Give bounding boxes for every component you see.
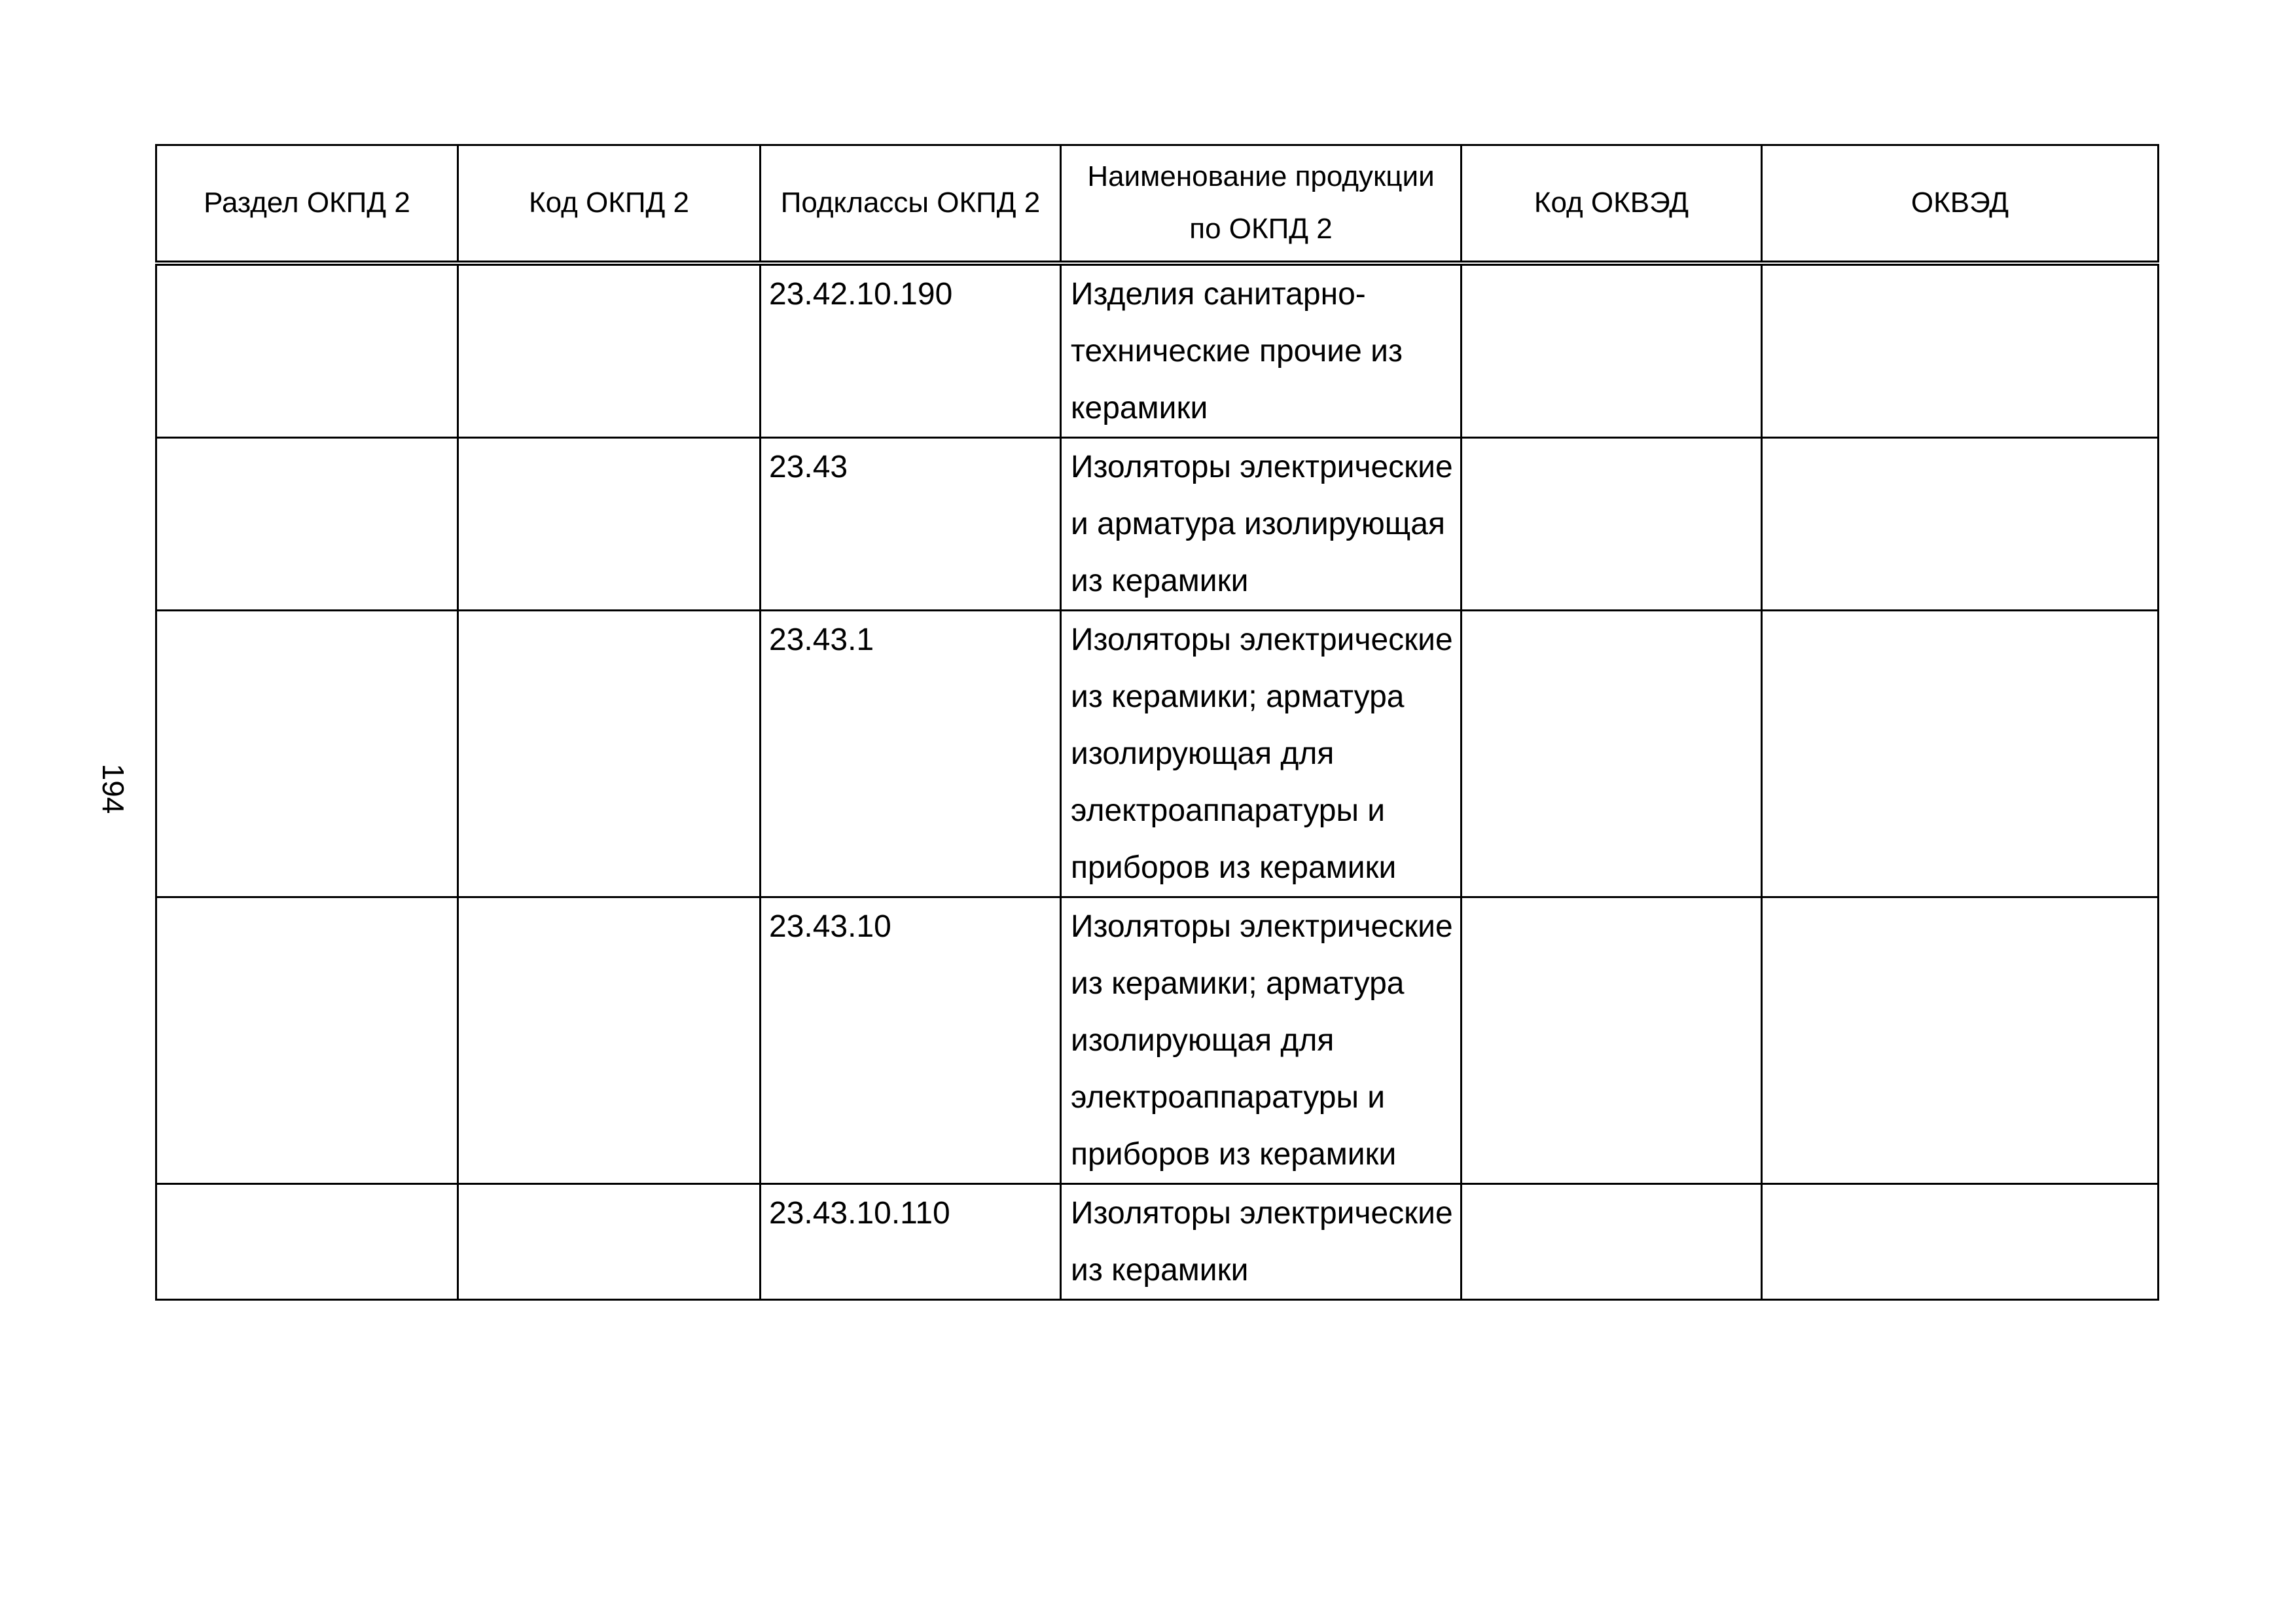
cell-subclass: 23.43.10 (761, 897, 1061, 1183)
cell-subclass: 23.43 (761, 437, 1061, 610)
header-product-name: Наименование продукции по ОКПД 2 (1061, 145, 1462, 263)
header-subclass: Подклассы ОКПД 2 (761, 145, 1061, 263)
cell-subclass: 23.43.10.110 (761, 1183, 1061, 1299)
cell-section (156, 437, 458, 610)
cell-okved (1762, 263, 2159, 438)
table-row (156, 897, 2159, 1183)
cell-product-name: Изоляторы электрические из керамики; арматура изолирующая для электроаппаратуры и приборов из керамики (1061, 610, 1462, 897)
cell-section (156, 1183, 458, 1299)
cell-product-name: Изоляторы электрические и арматура изолирующая из керамики (1061, 437, 1462, 610)
header-section: Раздел ОКПД 2 (156, 145, 458, 263)
table-row (156, 610, 2159, 897)
cell-okved-code (1462, 897, 1762, 1183)
cell-okved-code (1462, 610, 1762, 897)
page-number: 194 (96, 763, 130, 814)
table-header-row (156, 145, 2159, 263)
okpd-table (155, 144, 2159, 1301)
cell-okved (1762, 437, 2159, 610)
cell-section (156, 263, 458, 438)
table-row (156, 263, 2159, 438)
cell-product-name: Изоляторы электрические из керамики (1061, 1183, 1462, 1299)
cell-code (458, 610, 761, 897)
cell-subclass: 23.43.1 (761, 610, 1061, 897)
cell-product-name: Изоляторы электрические из керамики; арматура изолирующая для электроаппаратуры и приборов из керамики (1061, 897, 1462, 1183)
cell-code (458, 263, 761, 438)
header-code: Код ОКПД 2 (458, 145, 761, 263)
cell-section (156, 610, 458, 897)
cell-code (458, 1183, 761, 1299)
cell-okved (1762, 1183, 2159, 1299)
cell-section (156, 897, 458, 1183)
cell-okved-code (1462, 263, 1762, 438)
cell-code (458, 897, 761, 1183)
cell-okved-code (1462, 437, 1762, 610)
cell-product-name: Изделия санитарно-технические прочие из керамики (1061, 263, 1462, 438)
header-okved-code: Код ОКВЭД (1462, 145, 1762, 263)
cell-okved (1762, 610, 2159, 897)
cell-subclass: 23.42.10.190 (761, 263, 1061, 438)
table-row (156, 437, 2159, 610)
cell-code (458, 437, 761, 610)
table-row (156, 1183, 2159, 1299)
cell-okved (1762, 897, 2159, 1183)
header-okved: ОКВЭД (1762, 145, 2159, 263)
cell-okved-code (1462, 1183, 1762, 1299)
